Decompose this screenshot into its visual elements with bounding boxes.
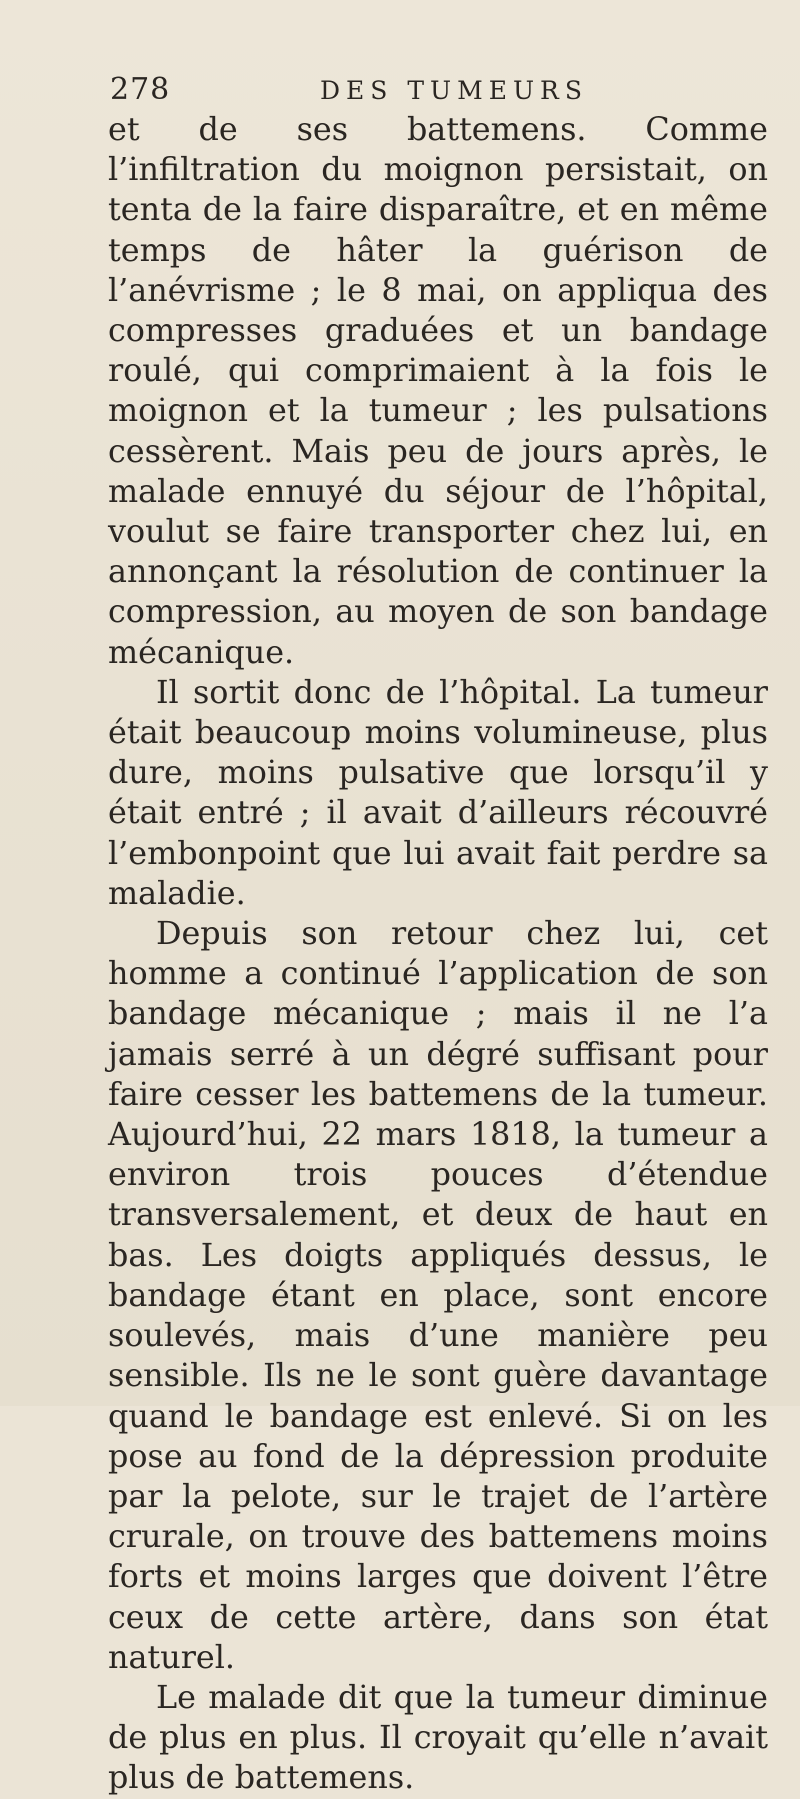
paragraph-2: Il sortit donc de l’hôpital. La tumeur était beaucoup moins volumineuse, plus dure, moins pulsative que lorsqu’il y était entré ; il avait d’ailleurs récouvré l’embonpoint que lui avait fait perdre sa maladie. (108, 673, 768, 912)
paragraph-1: et de ses battemens. Comme l’infiltration du moignon persistait, on tenta de la faire disparaître, et en même temps de hâter la guérison de l’anévrisme ; le 8 mai, on appliqua des compresses graduées et un bandage roulé, qui comprimaient à la fois le moignon et la tumeur ; les pulsations cessèrent. Mais peu de jours après, le malade ennuyé du séjour de l’hôpital, voulut se faire transporter chez lui, en annonçant la résolution de continuer la compression, au moyen de son bandage mécanique. (108, 111, 768, 671)
paragraph-4: Le malade dit que la tumeur diminue de plus en plus. Il croyait qu’elle n’avait plus de battemens. (108, 1678, 768, 1797)
body-text (108, 110, 768, 1799)
page-number: 278 (110, 72, 171, 107)
page-header (110, 72, 750, 112)
paragraph-3: Depuis son retour chez lui, cet homme a continué l’application de son bandage mécanique ; mais il ne l’a jamais serré à un dégré suffisant pour faire cesser les battemens de la tumeur. Aujourd’hui, 22 mars 1818, la tumeur a environ trois pouces d’étendue transversalement, et deux de haut en bas. Les doigts appliqués dessus, le bandage étant en place, sont encore soulevés, mais d’une manière peu sensible. Ils ne le sont guère davantage quand le bandage est enlevé. Si on les pose au fond de la dépression produite par la pelote, sur le trajet de l’artère crurale, on trouve des battemens moins forts et moins larges que doivent l’être ceux de cette artère, dans son état naturel. (108, 915, 768, 1676)
running-title: DES TUMEURS (320, 76, 588, 105)
